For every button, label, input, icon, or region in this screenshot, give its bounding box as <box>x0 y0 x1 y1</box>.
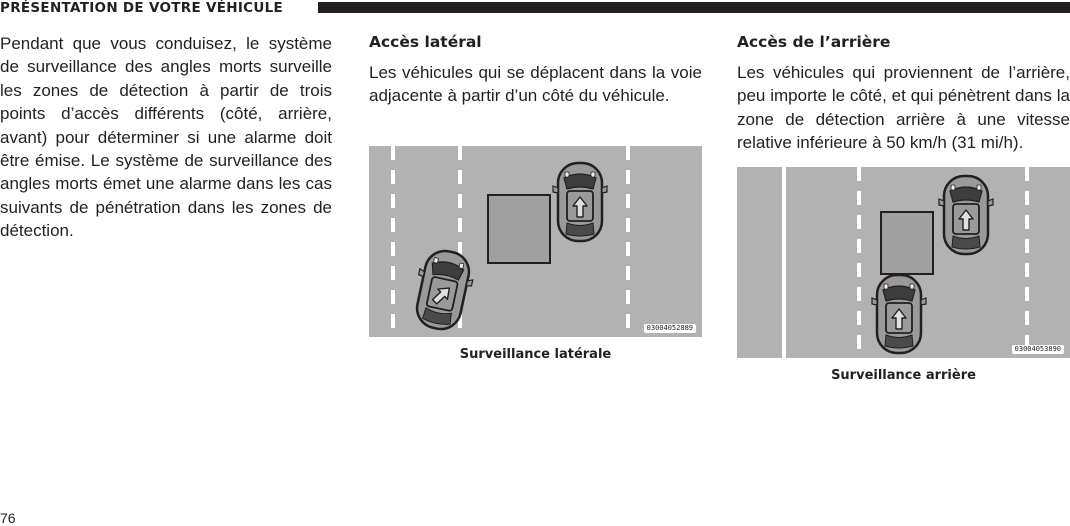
car-top-view-icon <box>872 275 926 353</box>
header-bar <box>318 2 1070 13</box>
car-top-view-icon <box>553 163 607 241</box>
side-access-section <box>369 32 702 108</box>
rear-monitoring-illustration <box>737 167 1070 358</box>
figure-code: 03004052889 <box>644 324 696 333</box>
side-access-heading: Accès latéral <box>369 33 482 51</box>
page-header <box>0 0 1070 17</box>
side-monitoring-caption: Surveillance latérale <box>459 347 612 362</box>
rear-access-heading: Accès de l’arrière <box>737 33 891 51</box>
page-number: 76 <box>0 510 16 526</box>
intro-paragraph: Pendant que vous conduisez, le système de surveillance des angles morts surveille les zones de détection à partir de trois points d’accès différents (côté, arrière, avant) pour déterminer si une alarme doit être émise. Le système de surveillance des angles morts émet une alarme dans les cas suivants de pénétration dans les zones de détection. <box>0 34 332 241</box>
side-monitoring-figure <box>369 146 702 337</box>
rear-monitoring-figure <box>737 167 1070 358</box>
side-access-paragraph: Les véhicules qui se déplacent dans la voie adjacente à partir d’un côté du véhicule. <box>369 63 702 106</box>
detection-zone-shape <box>488 195 550 263</box>
car-top-view-icon <box>939 176 993 254</box>
intro-column <box>0 32 332 243</box>
rear-monitoring-caption: Surveillance arrière <box>831 368 976 383</box>
header-title: PRÉSENTATION DE VOTRE VÉHICULE <box>0 0 291 17</box>
rear-access-paragraph: Les véhicules qui proviennent de l’arrière, peu importe le côté, et qui pénètrent dans la zone de détection arrière à une vitesse relative inférieure à 50 km/h (31 mi/h). <box>737 63 1070 153</box>
figure-code: 03004053890 <box>1012 345 1064 354</box>
detection-zone-shape <box>881 212 933 274</box>
rear-access-section <box>737 32 1070 155</box>
side-monitoring-illustration <box>369 146 702 337</box>
